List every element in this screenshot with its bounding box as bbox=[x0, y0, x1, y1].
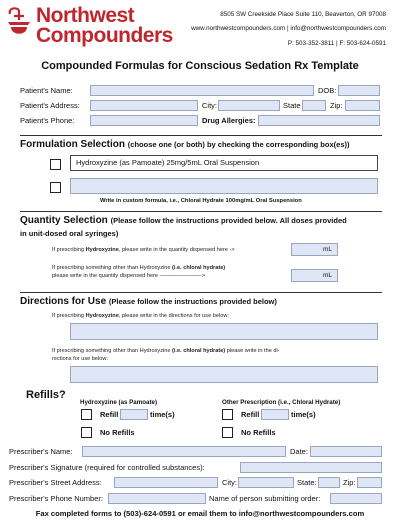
divider-quantity bbox=[20, 211, 382, 212]
refills-hydroxyzine-none-label: No Refills bbox=[100, 428, 135, 437]
prescriber-date-field[interactable] bbox=[310, 446, 382, 457]
prescriber-address-label: Prescriber's Street Address: bbox=[9, 478, 102, 487]
prescriber-name-label: Prescriber's Name: bbox=[9, 447, 73, 456]
refills-hydroxyzine-refill-label: Refill bbox=[100, 410, 119, 419]
prescriber-phone-label: Prescriber's Phone Number: bbox=[9, 494, 103, 503]
prescriber-phone-field[interactable] bbox=[108, 493, 206, 504]
submitter-name-label: Name of person submitting order: bbox=[209, 494, 321, 503]
custom-formula-field[interactable] bbox=[70, 178, 378, 194]
company-address: 8505 SW Creekside Place Suite 110, Beaverton, OR 97008 bbox=[220, 11, 386, 18]
dir-line2-bold: (i.e. chloral hydrate) bbox=[172, 348, 226, 354]
prescriber-zip-field[interactable] bbox=[357, 477, 382, 488]
form-title: Compounded Formulas for Conscious Sedation Rx Template bbox=[41, 60, 359, 72]
quantity-other-line2: please write in the quantity dispensed here –––––––––––––-> bbox=[52, 273, 206, 279]
patient-zip-field[interactable] bbox=[345, 100, 380, 111]
refills-hydroxyzine-refill-checkbox[interactable] bbox=[81, 409, 92, 420]
formulation-heading bbox=[20, 139, 349, 150]
prescriber-city-field[interactable] bbox=[238, 477, 294, 488]
dob-label: DOB: bbox=[318, 86, 337, 95]
refills-hydroxyzine-times-label: time(s) bbox=[150, 410, 175, 419]
patient-phone-label: Patient's Phone: bbox=[20, 116, 75, 125]
prescriber-state-label: State: bbox=[297, 478, 317, 487]
formulation-heading-text: Formulation Selection bbox=[20, 139, 126, 150]
refills-heading: Refills? bbox=[26, 389, 66, 401]
refills-other-refill-checkbox[interactable] bbox=[222, 409, 233, 420]
directions-hydroxyzine-field[interactable] bbox=[70, 323, 378, 340]
qty-line1-bold: Hydroxyzine bbox=[85, 247, 119, 253]
refills-hydroxyzine-title: Hydroxyzine (as Pamoate) bbox=[80, 399, 158, 406]
formulation-instruction: (choose one (or both) by checking the corresponding box(es)) bbox=[127, 140, 350, 149]
quantity-hydroxyzine-line bbox=[52, 247, 235, 253]
directions-other-field[interactable] bbox=[70, 366, 378, 383]
quantity-heading bbox=[20, 215, 347, 226]
refills-other-times-label: time(s) bbox=[291, 410, 316, 419]
quantity-instruction-b: in unit-dosed oral syringes) bbox=[20, 229, 119, 238]
prescriber-date-label: Date: bbox=[290, 447, 308, 456]
directions-heading-text: Directions for Use bbox=[20, 296, 107, 307]
quantity-hydroxyzine-unit: mL bbox=[323, 246, 333, 253]
footer-instructions: Fax completed forms to (503)-624-0591 or email them to info@northwestcompounders.com bbox=[35, 509, 365, 518]
submitter-name-field[interactable] bbox=[330, 493, 382, 504]
company-name-line2: Compounders bbox=[36, 24, 173, 47]
quantity-instruction-a: (Please follow the instructions provided below. All doses provided bbox=[110, 216, 347, 225]
quantity-heading-text: Quantity Selection bbox=[20, 215, 108, 226]
prescriber-signature-field[interactable] bbox=[240, 462, 382, 473]
company-phone-fax: P: 503-352-3811 | F: 503-624-0591 bbox=[287, 40, 386, 47]
qty-line1-pre: If prescribing bbox=[52, 247, 86, 253]
hydroxyzine-option-label: Hydroxyzine (as Pamoate) 25mg/5mL Oral Suspension bbox=[76, 158, 260, 167]
patient-address-field[interactable] bbox=[90, 100, 198, 111]
patient-city-label: City: bbox=[202, 101, 217, 110]
qty-line1-post: , please write in the quantity dispensed here -> bbox=[118, 247, 235, 253]
drug-allergies-label: Drug Allergies: bbox=[202, 116, 256, 125]
directions-heading bbox=[20, 296, 277, 307]
patient-address-label: Patient's Address: bbox=[20, 101, 80, 110]
patient-phone-field[interactable] bbox=[90, 115, 198, 126]
refills-other-none-label: No Refills bbox=[241, 428, 276, 437]
company-web-email: www.northwestcompounders.com | info@northwestcompounders.com bbox=[191, 25, 386, 32]
patient-state-field[interactable] bbox=[302, 100, 326, 111]
divider-directions bbox=[20, 292, 382, 293]
dir-line1-post: , please write in the directions for use below: bbox=[118, 313, 229, 319]
refills-other-none-checkbox[interactable] bbox=[222, 427, 233, 438]
dir-line2-post: please write in the di- bbox=[225, 348, 280, 354]
refills-hydroxyzine-count-field[interactable] bbox=[120, 409, 148, 420]
prescriber-signature-label: Prescriber's Signature (required for controlled substances): bbox=[9, 463, 205, 472]
company-name-line1: Northwest bbox=[36, 4, 135, 27]
refills-other-title: Other Prescription (i.e., Chloral Hydrate) bbox=[222, 399, 341, 406]
dir-line1-bold: Hydroxyzine bbox=[85, 313, 119, 319]
qty-line2-bold: (i.e. chloral hydrate) bbox=[172, 265, 226, 271]
directions-hydroxyzine-line bbox=[52, 313, 229, 319]
patient-zip-label: Zip: bbox=[330, 101, 343, 110]
qty-line2-pre: If prescribing something other than Hydroxyzine bbox=[52, 265, 173, 271]
prescriber-address-field[interactable] bbox=[114, 477, 218, 488]
directions-other-line2: rections for use below: bbox=[52, 356, 108, 362]
dir-line2-pre: If prescribing something other than Hydroxyzine bbox=[52, 348, 173, 354]
prescriber-city-label: City: bbox=[222, 478, 237, 487]
refills-hydroxyzine-none-checkbox[interactable] bbox=[81, 427, 92, 438]
patient-name-field[interactable] bbox=[90, 85, 314, 96]
patient-name-label: Patient's Name: bbox=[20, 86, 73, 95]
patient-city-field[interactable] bbox=[218, 100, 280, 111]
dir-line1-pre: If prescribing bbox=[52, 313, 86, 319]
custom-formula-checkbox[interactable] bbox=[50, 182, 61, 193]
prescriber-name-field[interactable] bbox=[82, 446, 286, 457]
dob-field[interactable] bbox=[338, 85, 380, 96]
hydroxyzine-checkbox[interactable] bbox=[50, 159, 61, 170]
drug-allergies-field[interactable] bbox=[258, 115, 380, 126]
directions-other-line1 bbox=[52, 348, 280, 354]
quantity-other-line1 bbox=[52, 265, 225, 271]
logo-icon bbox=[6, 6, 32, 40]
prescriber-state-field[interactable] bbox=[318, 477, 340, 488]
directions-instruction: (Please follow the instructions provided below) bbox=[108, 297, 277, 306]
refills-other-count-field[interactable] bbox=[261, 409, 289, 420]
patient-state-label: State bbox=[283, 101, 301, 110]
divider-formulation bbox=[20, 135, 382, 136]
prescriber-zip-label: Zip: bbox=[343, 478, 356, 487]
custom-formula-hint: Write in custom formula, i.e., Chloral Hydrate 100mg/mL Oral Suspension bbox=[100, 198, 302, 204]
quantity-other-unit: mL bbox=[323, 272, 333, 279]
refills-other-refill-label: Refill bbox=[241, 410, 260, 419]
